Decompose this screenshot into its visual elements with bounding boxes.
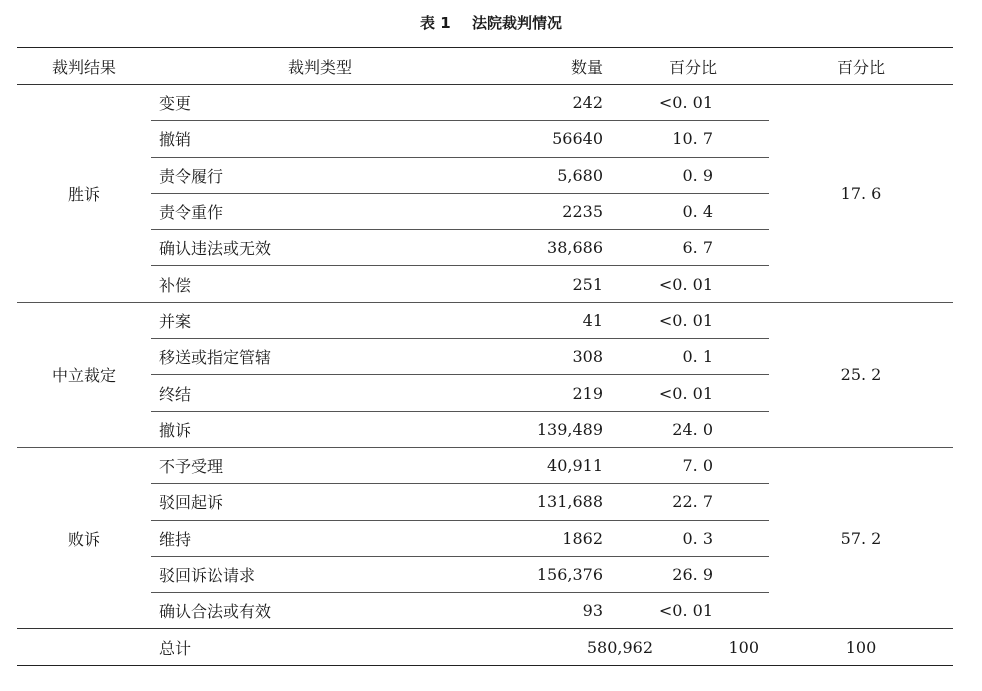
table-row — [17, 302, 953, 338]
total-count: 580,962 — [533, 629, 653, 666]
row-percent: <0. 01 — [609, 85, 769, 121]
row-type: 确认合法或有效 — [159, 602, 272, 622]
table-caption — [0, 12, 982, 33]
court-judgment-table — [17, 47, 953, 666]
total-percent: 100 — [609, 629, 769, 666]
total-label: 总计 — [151, 629, 489, 666]
row-type: 移送或指定管辖 — [151, 339, 489, 375]
table-number: 表 1 — [420, 14, 451, 32]
row-percent: 0. 3 — [609, 520, 769, 556]
row-count: 219 — [489, 375, 609, 411]
row-percent: <0. 01 — [609, 266, 769, 302]
table-row — [17, 447, 953, 483]
row-count: 5,680 — [489, 157, 609, 193]
row-percent: 6. 7 — [609, 230, 769, 266]
row-type: 不予受理 — [151, 447, 489, 483]
row-type: 撤诉 — [151, 411, 489, 447]
table-row — [17, 85, 953, 121]
row-count: 131,688 — [489, 484, 609, 520]
group-result: 胜诉 — [17, 85, 151, 303]
total-empty-cell — [17, 629, 151, 666]
row-type: 变更 — [151, 85, 489, 121]
row-count: 1862 — [489, 520, 609, 556]
row-percent: 22. 7 — [609, 484, 769, 520]
row-percent: 0. 1 — [609, 339, 769, 375]
row-percent: 7. 0 — [609, 447, 769, 483]
row-percent: 0. 9 — [609, 157, 769, 193]
row-type: 责令履行 — [151, 157, 489, 193]
group-result: 败诉 — [67, 529, 100, 549]
row-count: 251 — [489, 266, 609, 302]
group-percent: 57. 2 — [840, 528, 882, 548]
row-percent: <0. 01 — [658, 601, 713, 621]
row-type: 维持 — [151, 520, 489, 556]
row-count: 308 — [489, 339, 609, 375]
row-percent: <0. 01 — [609, 375, 769, 411]
header-percent: 百分比 — [609, 48, 769, 85]
table-body — [17, 85, 953, 666]
total-group-percent: 100 — [769, 629, 953, 666]
row-count: 2235 — [489, 193, 609, 229]
row-count: 156,376 — [489, 556, 609, 592]
header-type: 裁判类型 — [151, 48, 489, 85]
row-type: 撤销 — [151, 121, 489, 157]
table-title: 法院裁判情况 — [471, 14, 562, 32]
row-type: 驳回诉讼请求 — [151, 556, 489, 592]
group-percent: 25. 2 — [769, 302, 953, 447]
row-percent: 24. 0 — [609, 411, 769, 447]
row-percent: 0. 4 — [609, 193, 769, 229]
row-count: 38,686 — [489, 230, 609, 266]
group-percent: 17. 6 — [769, 85, 953, 303]
header-row — [17, 48, 953, 85]
row-type: 并案 — [151, 302, 489, 338]
row-count: 242 — [489, 85, 609, 121]
header-group-percent: 百分比 — [769, 48, 953, 85]
row-type: 责令重作 — [151, 193, 489, 229]
row-count: 139,489 — [489, 411, 609, 447]
row-percent: 26. 9 — [609, 556, 769, 592]
row-type: 确认违法或无效 — [151, 230, 489, 266]
header-count: 数量 — [489, 48, 609, 85]
row-type: 补偿 — [151, 266, 489, 302]
header-result: 裁判结果 — [17, 48, 151, 85]
row-type: 终结 — [151, 375, 489, 411]
row-count: 56640 — [489, 121, 609, 157]
row-type: 驳回起诉 — [151, 484, 489, 520]
row-percent: 10. 7 — [609, 121, 769, 157]
row-count: 93 — [582, 601, 603, 621]
table-header — [17, 48, 953, 85]
row-count: 40,911 — [489, 447, 609, 483]
row-count: 41 — [489, 302, 609, 338]
group-result: 中立裁定 — [17, 302, 151, 447]
total-row — [17, 629, 953, 666]
row-percent: <0. 01 — [609, 302, 769, 338]
